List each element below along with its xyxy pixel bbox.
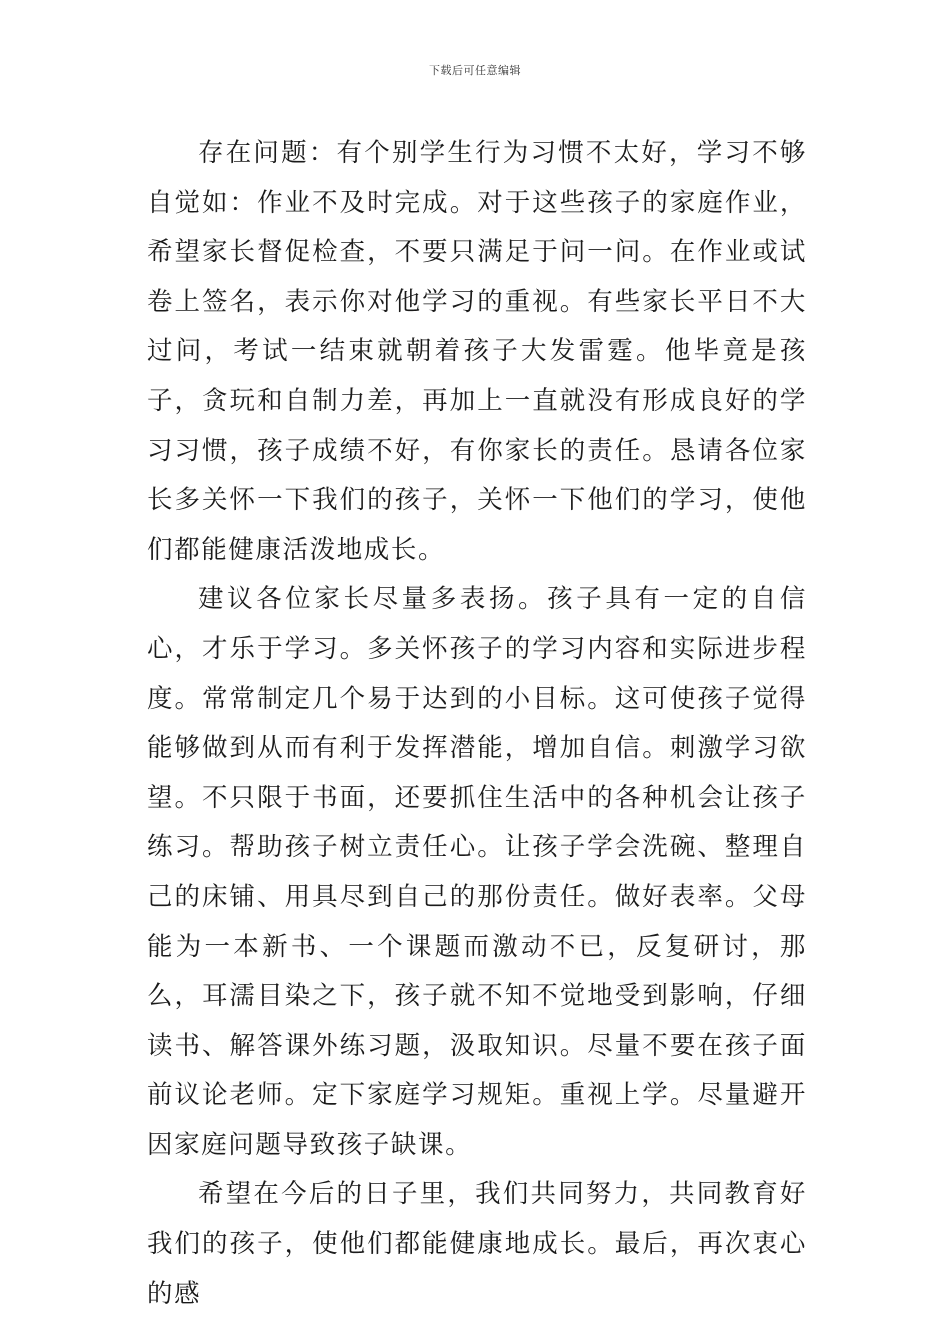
paragraph-problems: 存在问题：有个别学生行为习惯不太好，学习不够自觉如：作业不及时完成。对于这些孩子的家庭作业，希望家长督促检查，不要只满足于问一问。在作业或试卷上签名，表示你对他学习的重视。有些家长平日不大过问，考试一结束就朝着孩子大发雷霆。他毕竟是孩子，贪玩和自制力差，再加上一直就没有形成良好的学习习惯，孩子成绩不好，有你家长的责任。恳请各位家长多关怀一下我们的孩子，关怀一下他们的学习，使他们都能健康活泼地成长。 xyxy=(147,138,807,565)
page-header: 下载后可任意编辑 xyxy=(429,64,521,77)
paragraph-suggestions: 建议各位家长尽量多表扬。孩子具有一定的自信心，才乐于学习。多关怀孩子的学习内容和实际进步程度。常常制定几个易于达到的小目标。这可使孩子觉得能够做到从而有利于发挥潜能，增加自信。刺激学习欲望。不只限于书面，还要抓住生活中的各种机会让孩子练习。帮助孩子树立责任心。让孩子学会洗碗、整理自己的床铺、用具尽到自己的那份责任。做好表率。父母能为一本新书、一个课题而激动不已，反复研讨，那么，耳濡目染之下，孩子就不知不觉地受到影响，仔细读书、解答课外练习题，汲取知识。尽量不要在孩子面前议论老师。定下家庭学习规矩。重视上学。尽量避开因家庭问题导致孩子缺课。 xyxy=(147,584,807,1160)
document-body xyxy=(147,129,807,1319)
paragraph-closing: 希望在今后的日子里，我们共同努力，共同教育好我们的孩子，使他们都能健康地成长。最后，再次衷心的感 xyxy=(147,1179,807,1309)
